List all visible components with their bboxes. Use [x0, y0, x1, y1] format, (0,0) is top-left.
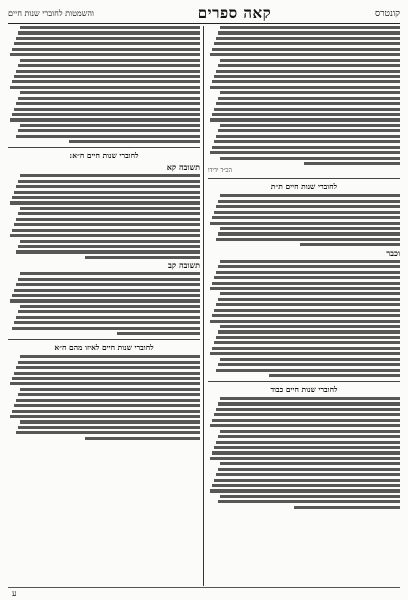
text-line — [218, 468, 400, 471]
text-line — [216, 408, 400, 411]
section-heading: לחוברי שנות חיים ח״א: — [8, 147, 200, 160]
text-line — [12, 80, 200, 83]
section-lead: תשובה קב — [168, 260, 200, 271]
text-line — [12, 377, 200, 380]
text-line — [216, 37, 400, 40]
text-line — [218, 435, 400, 438]
section-heading: לחוברי שנות חיים כבוד — [208, 381, 400, 394]
text-line — [216, 369, 400, 372]
text-line — [220, 227, 400, 230]
text-line — [218, 330, 400, 333]
text-line — [216, 441, 400, 444]
text-line — [212, 451, 400, 454]
text-line — [216, 205, 400, 208]
right-text-block-4 — [208, 397, 400, 509]
text-line — [218, 129, 400, 132]
text-line — [20, 272, 200, 275]
text-line — [10, 234, 200, 237]
text-line — [210, 320, 400, 323]
text-line — [16, 366, 200, 369]
text-line — [300, 243, 400, 246]
section-lead: וכבר — [386, 247, 400, 258]
text-line — [269, 374, 400, 377]
text-line — [212, 282, 400, 285]
header-right-text: קונטרס — [374, 8, 400, 19]
text-line — [218, 363, 400, 366]
text-line — [220, 194, 400, 197]
text-line — [218, 500, 400, 503]
text-line — [18, 97, 200, 100]
right-column — [208, 26, 400, 586]
text-line — [14, 75, 200, 78]
text-line — [14, 321, 200, 324]
text-line — [20, 420, 200, 423]
text-line — [16, 135, 200, 138]
text-line — [210, 352, 400, 355]
text-line — [14, 108, 200, 111]
text-line — [14, 42, 200, 45]
text-line — [16, 250, 200, 253]
text-line — [18, 31, 200, 34]
text-line — [18, 361, 200, 364]
text-line — [214, 413, 400, 416]
footer-rule — [8, 587, 400, 588]
text-line — [214, 309, 400, 312]
text-line — [210, 118, 400, 121]
text-line — [214, 42, 400, 45]
text-line — [117, 332, 200, 335]
text-line — [18, 393, 200, 396]
text-line — [16, 431, 200, 434]
text-line — [210, 151, 400, 154]
text-line — [220, 358, 400, 361]
text-line — [216, 271, 400, 274]
text-line — [18, 278, 200, 281]
text-line — [216, 336, 400, 339]
text-line — [214, 211, 400, 214]
left-text-block-2 — [8, 174, 200, 259]
text-line — [18, 180, 200, 183]
text-line — [20, 355, 200, 358]
text-line — [220, 292, 400, 295]
text-line — [220, 430, 400, 433]
text-line — [20, 59, 200, 62]
page-number: ע — [12, 589, 17, 598]
text-line — [220, 157, 400, 160]
text-line — [12, 229, 200, 232]
left-text-block-3 — [8, 272, 200, 335]
text-line — [218, 200, 400, 203]
text-line — [218, 31, 400, 34]
text-line — [20, 124, 200, 127]
text-line — [16, 399, 200, 402]
text-line — [20, 305, 200, 308]
text-line — [220, 325, 400, 328]
text-line — [20, 26, 200, 29]
left-text-block-4 — [8, 355, 200, 440]
section-heading: לחוברי שנות חיים ת״ת — [208, 178, 400, 191]
header-left-text: והשמטות לחוברי שנות חיים — [8, 8, 94, 18]
text-line — [304, 162, 400, 165]
section-heading: לחוברי שנות חיים לאיזו מהם ח״א — [8, 339, 200, 352]
text-line — [212, 146, 400, 149]
text-line — [212, 80, 400, 83]
text-line — [10, 382, 200, 385]
text-line — [14, 223, 200, 226]
text-line — [212, 419, 400, 422]
text-line — [214, 341, 400, 344]
text-line — [18, 129, 200, 132]
text-line — [214, 108, 400, 111]
text-line — [212, 113, 400, 116]
text-line — [10, 415, 200, 418]
text-line — [218, 402, 400, 405]
text-line — [85, 256, 200, 259]
text-line — [216, 473, 400, 476]
text-line — [18, 245, 200, 248]
text-line — [14, 372, 200, 375]
text-line — [210, 457, 400, 460]
text-line — [220, 462, 400, 465]
text-line — [212, 314, 400, 317]
text-line — [216, 238, 400, 241]
text-line — [212, 347, 400, 350]
text-line — [16, 185, 200, 188]
text-line — [212, 48, 400, 51]
text-line — [220, 397, 400, 400]
column-divider — [203, 26, 204, 586]
text-line — [216, 102, 400, 105]
text-line — [214, 140, 400, 143]
text-line — [16, 37, 200, 40]
text-line — [10, 86, 200, 89]
text-line — [12, 294, 200, 297]
text-line — [216, 70, 400, 73]
signature-line: הכ״ד ידידו — [208, 167, 232, 175]
text-line — [18, 64, 200, 67]
text-line — [214, 446, 400, 449]
text-line — [220, 260, 400, 263]
text-line — [12, 48, 200, 51]
text-line — [220, 495, 400, 498]
text-line — [20, 388, 200, 391]
text-line — [16, 70, 200, 73]
text-line — [214, 276, 400, 279]
text-line — [16, 316, 200, 319]
text-line — [85, 437, 200, 440]
text-line — [214, 75, 400, 78]
right-text-block-1 — [208, 26, 400, 165]
text-line — [210, 287, 400, 290]
text-line — [212, 216, 400, 219]
text-line — [212, 484, 400, 487]
text-line — [20, 174, 200, 177]
text-line — [210, 489, 400, 492]
text-line — [16, 283, 200, 286]
text-line — [18, 426, 200, 429]
text-line — [220, 124, 400, 127]
text-line — [216, 135, 400, 138]
right-text-block-3 — [208, 260, 400, 377]
text-line — [12, 113, 200, 116]
left-column — [8, 26, 200, 586]
text-line — [20, 91, 200, 94]
text-line — [20, 240, 200, 243]
section-lead: תשובה קא — [166, 162, 200, 173]
text-line — [210, 86, 400, 89]
text-line — [220, 91, 400, 94]
text-line — [16, 102, 200, 105]
text-line — [20, 207, 200, 210]
text-line — [12, 410, 200, 413]
text-line — [12, 327, 200, 330]
text-line — [12, 196, 200, 199]
text-line — [10, 201, 200, 204]
text-line — [218, 232, 400, 235]
text-line — [10, 299, 200, 302]
text-line — [220, 26, 400, 29]
text-line — [218, 97, 400, 100]
text-line — [69, 140, 200, 143]
text-line — [218, 64, 400, 67]
text-line — [218, 265, 400, 268]
text-line — [18, 212, 200, 215]
right-text-block-2 — [208, 194, 400, 246]
text-line — [14, 191, 200, 194]
page-header — [8, 4, 400, 22]
text-line — [210, 53, 400, 56]
text-line — [10, 118, 200, 121]
text-line — [214, 479, 400, 482]
text-line — [14, 289, 200, 292]
page-title: קאה ספרים — [197, 3, 272, 22]
text-line — [14, 404, 200, 407]
text-line — [16, 218, 200, 221]
text-line — [220, 59, 400, 62]
header-rule — [8, 23, 400, 24]
text-line — [210, 222, 400, 225]
text-line — [10, 53, 200, 56]
text-line — [218, 298, 400, 301]
text-line — [210, 424, 400, 427]
text-line — [18, 310, 200, 313]
left-text-block-1 — [8, 26, 200, 143]
text-line — [216, 303, 400, 306]
text-line — [294, 506, 400, 509]
